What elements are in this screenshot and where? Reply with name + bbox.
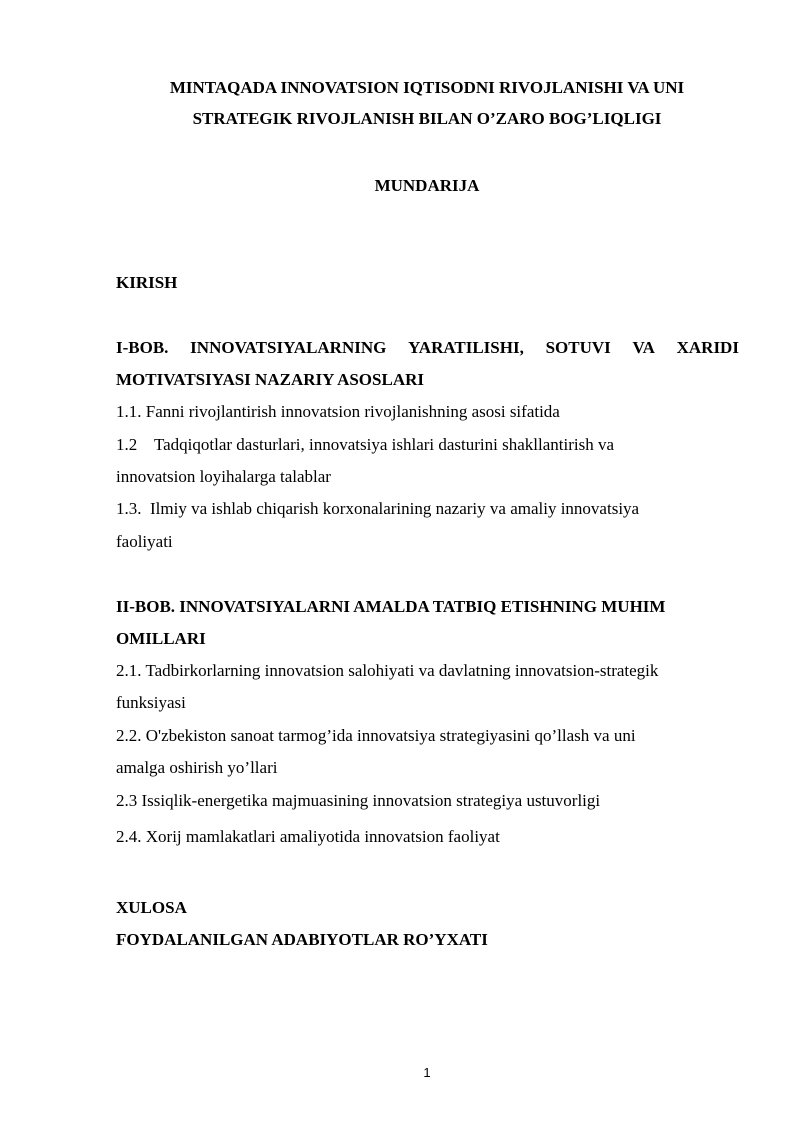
toc-entry-1-1: 1.1. Fanni rivojlantirish innovatsion rivojlanishning asosi sifatida: [116, 402, 560, 421]
chapter-1-word: INNOVATSIYALARNING: [190, 338, 387, 357]
toc-heading: MUNDARIJA: [374, 176, 480, 195]
chapter-2-title-line-1: II-BOB. INNOVATSIYALARNI AMALDA TATBIQ ETISHNING MUHIM: [116, 597, 666, 616]
toc-entry-1-3-line-1: 1.3. Ilmiy va ishlab chiqarish korxonalarining nazariy va amaliy innovatsiya: [116, 499, 640, 518]
toc-entry-1-2-line-1: 1.2 Tadqiqotlar dasturlari, innovatsiya ishlari dasturini shakllantirish va: [116, 435, 615, 454]
toc-entry-conclusion: XULOSA: [116, 898, 187, 917]
document-title-line-1: MINTAQADA INNOVATSION IQTISODNI RIVOJLANISHI VA UNI: [169, 78, 685, 97]
toc-entry-intro: KIRISH: [116, 273, 178, 292]
toc-entry-1-3-line-2: faoliyati: [116, 532, 173, 551]
chapter-1-word: YARATILISHI,: [408, 338, 524, 357]
page-number: 1: [423, 1065, 431, 1080]
document-title-line-2: STRATEGIK RIVOJLANISH BILAN O’ZARO BOG’LIQLIGI: [192, 109, 662, 128]
chapter-1-word: XARIDI: [676, 338, 739, 357]
chapter-1-title-line-1: [116, 338, 739, 358]
chapter-1-word: VA: [632, 338, 655, 357]
toc-entry-references: FOYDALANILGAN ADABIYOTLAR RO’YXATI: [116, 930, 488, 949]
toc-entry-2-1-line-1: 2.1. Tadbirkorlarning innovatsion salohiyati va davlatning innovatsion-strategik: [116, 661, 659, 680]
toc-entry-2-2-line-1: 2.2. O'zbekiston sanoat tarmog’ida innovatsiya strategiyasini qo’llash va uni: [116, 726, 636, 745]
chapter-1-title-line-2: MOTIVATSIYASI NAZARIY ASOSLARI: [116, 370, 424, 389]
chapter-1-word: SOTUVI: [545, 338, 611, 357]
chapter-1-word: I-BOB.: [116, 338, 169, 357]
toc-entry-2-1-line-2: funksiyasi: [116, 693, 186, 712]
toc-entry-2-2-line-2: amalga oshirish yo’llari: [116, 758, 278, 777]
toc-entry-2-3: 2.3 Issiqlik-energetika majmuasining innovatsion strategiya ustuvorligi: [116, 791, 601, 810]
toc-entry-1-2-line-2: innovatsion loyihalarga talablar: [116, 467, 331, 486]
toc-entry-2-4: 2.4. Xorij mamlakatlari amaliyotida innovatsion faoliyat: [116, 827, 500, 846]
chapter-2-title-line-2: OMILLARI: [116, 629, 206, 648]
